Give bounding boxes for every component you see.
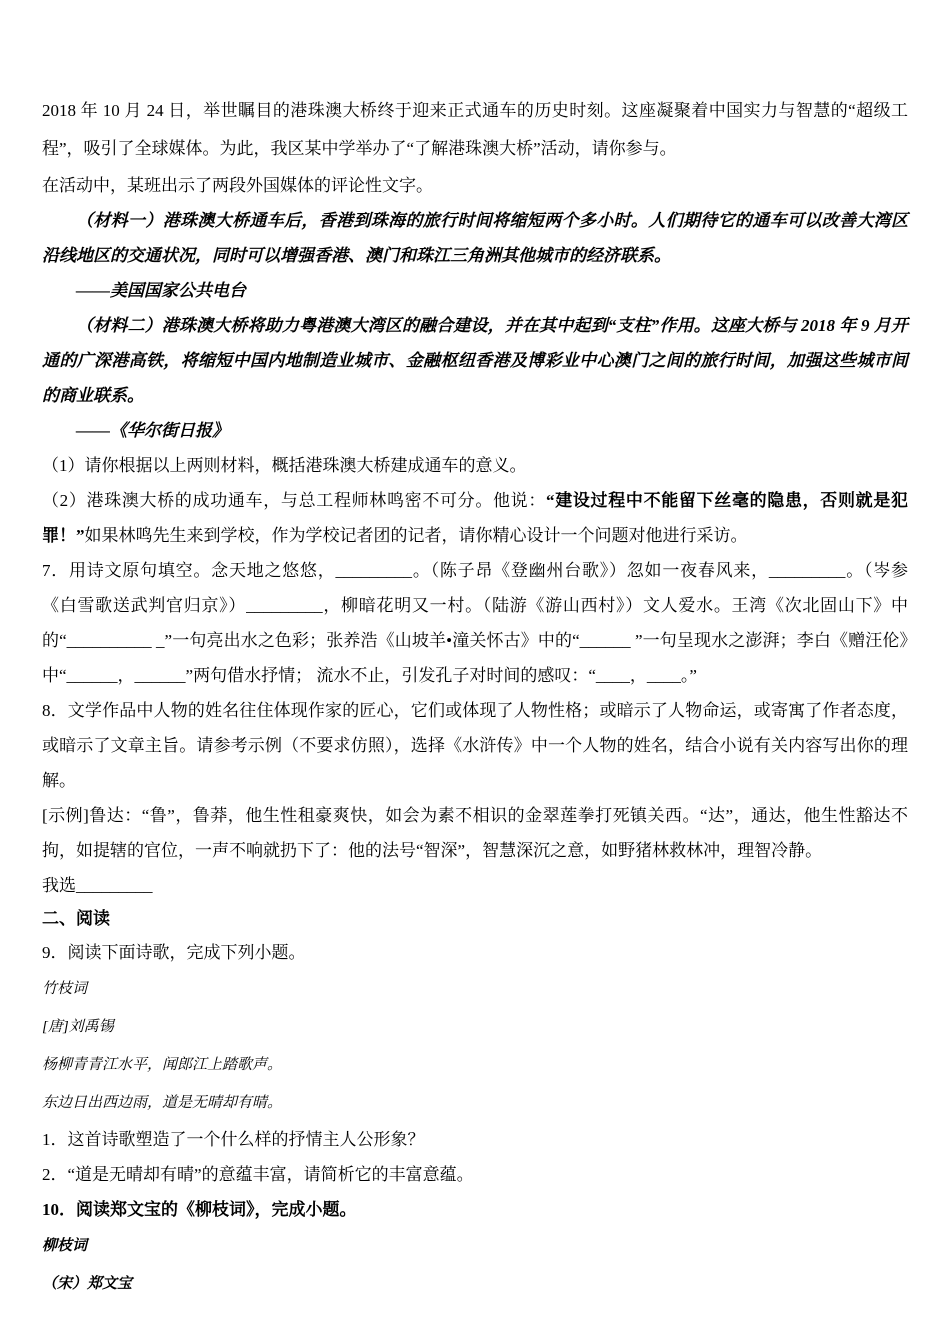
material-1-source: ——美国国家公共电台 [76, 281, 246, 300]
poem-1-title: 竹枝词 [42, 981, 88, 997]
question-6-part-1: （1）请你根据以上两则材料，概括港珠澳大桥建成通车的意义。 [42, 456, 527, 475]
material-2-paragraph: （材料二）港珠澳大桥将助力粤港澳大湾区的融合建设，并在其中起到“支柱”作用。这座大桥与 2018 年 9 月开通的广深港高铁，将缩短中国内地制造业城市、金融枢纽香港及博彩业中心澳门之间的旅行时间，加强这些城市间的商业联系。 [42, 316, 908, 405]
intro-paragraph: 2018 年 10 月 24 日，举世瞩目的港珠澳大桥终于迎来正式通车的历史时刻。这座凝聚着中国实力与智慧的“超级工程”，吸引了全球媒体。为此，我区某中学举办了“了解港珠澳大桥”活动，请你参与。 [42, 101, 908, 158]
question-8-example: [示例]鲁达：“鲁”，鲁莽，他生性租豪爽快，如会为素不相识的金翠莲拳打死镇关西。“达”，通达，他生性豁达不拘，如提辖的官位，一声不响就扔下了：他的法号“智深”，智慧深沉之意，如野猪林救林冲，理智冷静。 [42, 806, 908, 860]
section-2-heading: 二、阅读 [42, 909, 110, 928]
poem-2-author: （宋）郑文宝 [42, 1276, 133, 1292]
material-1-paragraph: （材料一）港珠澳大桥通车后，香港到珠海的旅行时间将缩短两个多小时。人们期待它的通车可以改善大湾区沿线地区的交通状况，同时可以增强香港、澳门和珠江三角洲其他城市的经济联系。 [42, 211, 908, 265]
material-2-source: ——《华尔街日报》 [76, 421, 229, 440]
question-6-part-2 [42, 483, 908, 553]
question-6-part-2-quote: “建设过程中不能留下丝毫的隐患，否则就是犯罪！” [42, 491, 908, 545]
poem-1-line-2: 东边日出西边雨，道是无晴却有晴。 [42, 1095, 283, 1111]
question-8: 8．文学作品中人物的姓名往住体现作家的匠心，它们或体现了人物性格；或暗示了人物命运，或寄寓了作者态度，或暗示了文章主旨。请参考示例（不要求仿照），选择《水浒传》中一个人物的姓名，结合小说有关内容写出你的理解。 [42, 701, 908, 790]
question-9: 9．阅读下面诗歌，完成下列小题。 [42, 943, 306, 962]
activity-line: 在活动中，某班出示了两段外国媒体的评论性文字。 [42, 176, 433, 195]
question-8-answer-blank: 我选_________ [42, 876, 153, 895]
poem-1-line-1: 杨柳青青江水平，闻郎江上踏歌声。 [42, 1057, 283, 1073]
poem-1-author: [唐]刘禹锡 [42, 1019, 114, 1035]
question-9-sub-2: 2．“道是无晴却有晴”的意蕴丰富，请简析它的丰富意蕴。 [42, 1165, 474, 1184]
question-7: 7．用诗文原句填空。念天地之悠悠，_________。（陈子昂《登幽州台歌》）忽如一夜春风来，_________。（岑参《白雪歌送武判官归京》）_________，柳暗花明又一村。（陆游《游山西村》）文人爱水。王湾《次北固山下》中的“__________ _”一句亮出水之色彩；张养浩《山坡羊•潼关怀古》中的“______ ”一句呈现水之澎湃；李白《赠汪伦》中“______，______”两句借水抒情； 流水不止，引发孔子对时间的感叹：“____，____。” [42, 561, 908, 685]
question-6-part-2-pre: （2）港珠澳大桥的成功通车，与总工程师林鸣密不可分。他说： [42, 491, 547, 510]
question-10: 10．阅读郑文宝的《柳枝词》，完成小题。 [42, 1200, 357, 1219]
question-6-part-2-post: 如果林鸣先生来到学校，作为学校记者团的记者，请你精心设计一个问题对他进行采访。 [84, 526, 748, 545]
question-9-sub-1: 1．这首诗歌塑造了一个什么样的抒情主人公形象？ [42, 1130, 425, 1149]
poem-2-title: 柳枝词 [42, 1238, 88, 1254]
